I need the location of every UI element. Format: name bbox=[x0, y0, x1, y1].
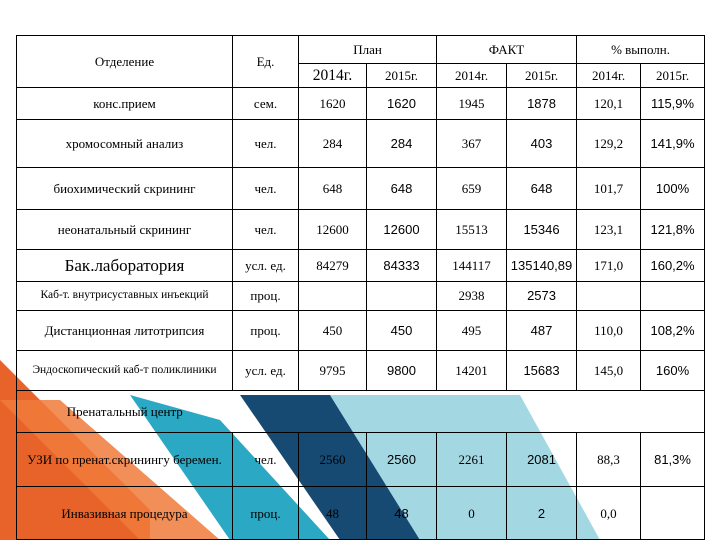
row-name: конс.прием bbox=[17, 88, 233, 120]
row-plan-2015: 9800 bbox=[367, 350, 437, 390]
row-pct-2015: 160,2% bbox=[641, 250, 705, 282]
row-unit: чел. bbox=[233, 119, 299, 167]
row-name: Дистанционная литотрипсия bbox=[17, 311, 233, 351]
row-unit: усл. ед. bbox=[233, 250, 299, 282]
row-pct-2014: 120,1 bbox=[577, 88, 641, 120]
row-fact-2014: 2261 bbox=[437, 432, 507, 487]
row-plan-2015: 12600 bbox=[367, 210, 437, 250]
row-plan-2015: 84333 bbox=[367, 250, 437, 282]
row-pct-2014: 145,0 bbox=[577, 350, 641, 390]
row-unit: проц. bbox=[233, 487, 299, 540]
row-name: хромосомный анализ bbox=[17, 119, 233, 167]
row-pct-2014: 123,1 bbox=[577, 210, 641, 250]
row-plan-2014 bbox=[299, 281, 367, 310]
row-fact-2014: 367 bbox=[437, 119, 507, 167]
table-row bbox=[17, 88, 705, 120]
fact-2014-header: 2014г. bbox=[437, 64, 507, 88]
row-plan-2014: 1620 bbox=[299, 88, 367, 120]
row-name: Бак.лаборатория bbox=[17, 250, 233, 282]
table-row bbox=[17, 281, 705, 310]
row-plan-2014: 84279 bbox=[299, 250, 367, 282]
row-name: Инвазивная процедура bbox=[17, 487, 233, 540]
row-pct-2015: 100% bbox=[641, 168, 705, 210]
row-unit: проц. bbox=[233, 311, 299, 351]
table-row bbox=[17, 210, 705, 250]
row-unit: сем. bbox=[233, 88, 299, 120]
row-pct-2014 bbox=[577, 281, 641, 310]
fact-2015-header: 2015г. bbox=[507, 64, 577, 88]
row-plan-2014: 9795 bbox=[299, 350, 367, 390]
row-fact-2014: 144117 bbox=[437, 250, 507, 282]
row-plan-2015: 2560 bbox=[367, 432, 437, 487]
pct-2015-header: 2015г. bbox=[641, 64, 705, 88]
row-fact-2014: 0 bbox=[437, 487, 507, 540]
row-unit: чел. bbox=[233, 168, 299, 210]
row-pct-2014: 0,0 bbox=[577, 487, 641, 540]
row-pct-2014: 101,7 bbox=[577, 168, 641, 210]
section-blank bbox=[233, 390, 705, 432]
section-row bbox=[17, 390, 705, 432]
row-unit: чел. bbox=[233, 432, 299, 487]
row-plan-2014: 648 bbox=[299, 168, 367, 210]
row-pct-2015: 121,8% bbox=[641, 210, 705, 250]
row-fact-2015: 2573 bbox=[507, 281, 577, 310]
plan-2015-header: 2015г. bbox=[367, 64, 437, 88]
row-fact-2014: 659 bbox=[437, 168, 507, 210]
row-name: неонатальный скрининг bbox=[17, 210, 233, 250]
table-row bbox=[17, 311, 705, 351]
row-fact-2015: 2081 bbox=[507, 432, 577, 487]
table-row bbox=[17, 487, 705, 540]
table-row bbox=[17, 168, 705, 210]
row-unit: проц. bbox=[233, 281, 299, 310]
department-header: Отделение bbox=[17, 36, 233, 88]
row-fact-2015: 2 bbox=[507, 487, 577, 540]
row-plan-2014: 2560 bbox=[299, 432, 367, 487]
row-plan-2015: 648 bbox=[367, 168, 437, 210]
row-unit: чел. bbox=[233, 210, 299, 250]
row-plan-2014: 284 bbox=[299, 119, 367, 167]
row-pct-2015 bbox=[641, 281, 705, 310]
report-table bbox=[16, 35, 705, 540]
row-fact-2015: 403 bbox=[507, 119, 577, 167]
table-row bbox=[17, 350, 705, 390]
row-plan-2015: 450 bbox=[367, 311, 437, 351]
row-unit: усл. ед. bbox=[233, 350, 299, 390]
plan-header: План bbox=[299, 36, 437, 64]
row-name: УЗИ по пренат.скринингу беремен. bbox=[17, 432, 233, 487]
row-name: биохимический скрининг bbox=[17, 168, 233, 210]
row-plan-2015: 284 bbox=[367, 119, 437, 167]
row-plan-2015: 48 bbox=[367, 487, 437, 540]
row-pct-2015: 81,3% bbox=[641, 432, 705, 487]
row-plan-2014: 450 bbox=[299, 311, 367, 351]
plan-2014-header: 2014г. bbox=[299, 64, 367, 88]
row-pct-2015: 108,2% bbox=[641, 311, 705, 351]
row-fact-2015: 1878 bbox=[507, 88, 577, 120]
row-pct-2014: 110,0 bbox=[577, 311, 641, 351]
row-pct-2015 bbox=[641, 487, 705, 540]
row-fact-2015: 15346 bbox=[507, 210, 577, 250]
row-fact-2014: 14201 bbox=[437, 350, 507, 390]
percent-header: % выполн. bbox=[577, 36, 705, 64]
row-plan-2014: 12600 bbox=[299, 210, 367, 250]
row-fact-2015: 135140,89 bbox=[507, 250, 577, 282]
row-fact-2014: 495 bbox=[437, 311, 507, 351]
row-pct-2015: 160% bbox=[641, 350, 705, 390]
row-name: Эндоскопический каб-т поликлиники bbox=[17, 350, 233, 390]
table-row bbox=[17, 119, 705, 167]
row-fact-2014: 15513 bbox=[437, 210, 507, 250]
table-row bbox=[17, 250, 705, 282]
row-fact-2015: 487 bbox=[507, 311, 577, 351]
table-row bbox=[17, 432, 705, 487]
pct-2014-header: 2014г. bbox=[577, 64, 641, 88]
row-pct-2014: 88,3 bbox=[577, 432, 641, 487]
row-fact-2015: 15683 bbox=[507, 350, 577, 390]
row-plan-2015: 1620 bbox=[367, 88, 437, 120]
row-pct-2014: 171,0 bbox=[577, 250, 641, 282]
row-fact-2015: 648 bbox=[507, 168, 577, 210]
header-row-1 bbox=[17, 36, 705, 64]
unit-header: Ед. bbox=[233, 36, 299, 88]
section-name: Пренатальный центр bbox=[17, 390, 233, 432]
row-pct-2014: 129,2 bbox=[577, 119, 641, 167]
row-fact-2014: 2938 bbox=[437, 281, 507, 310]
row-pct-2015: 141,9% bbox=[641, 119, 705, 167]
row-plan-2015 bbox=[367, 281, 437, 310]
row-pct-2015: 115,9% bbox=[641, 88, 705, 120]
fact-header: ФАКТ bbox=[437, 36, 577, 64]
row-fact-2014: 1945 bbox=[437, 88, 507, 120]
row-name: Каб-т. внутрисуставных инъекций bbox=[17, 281, 233, 310]
row-plan-2014: 48 bbox=[299, 487, 367, 540]
